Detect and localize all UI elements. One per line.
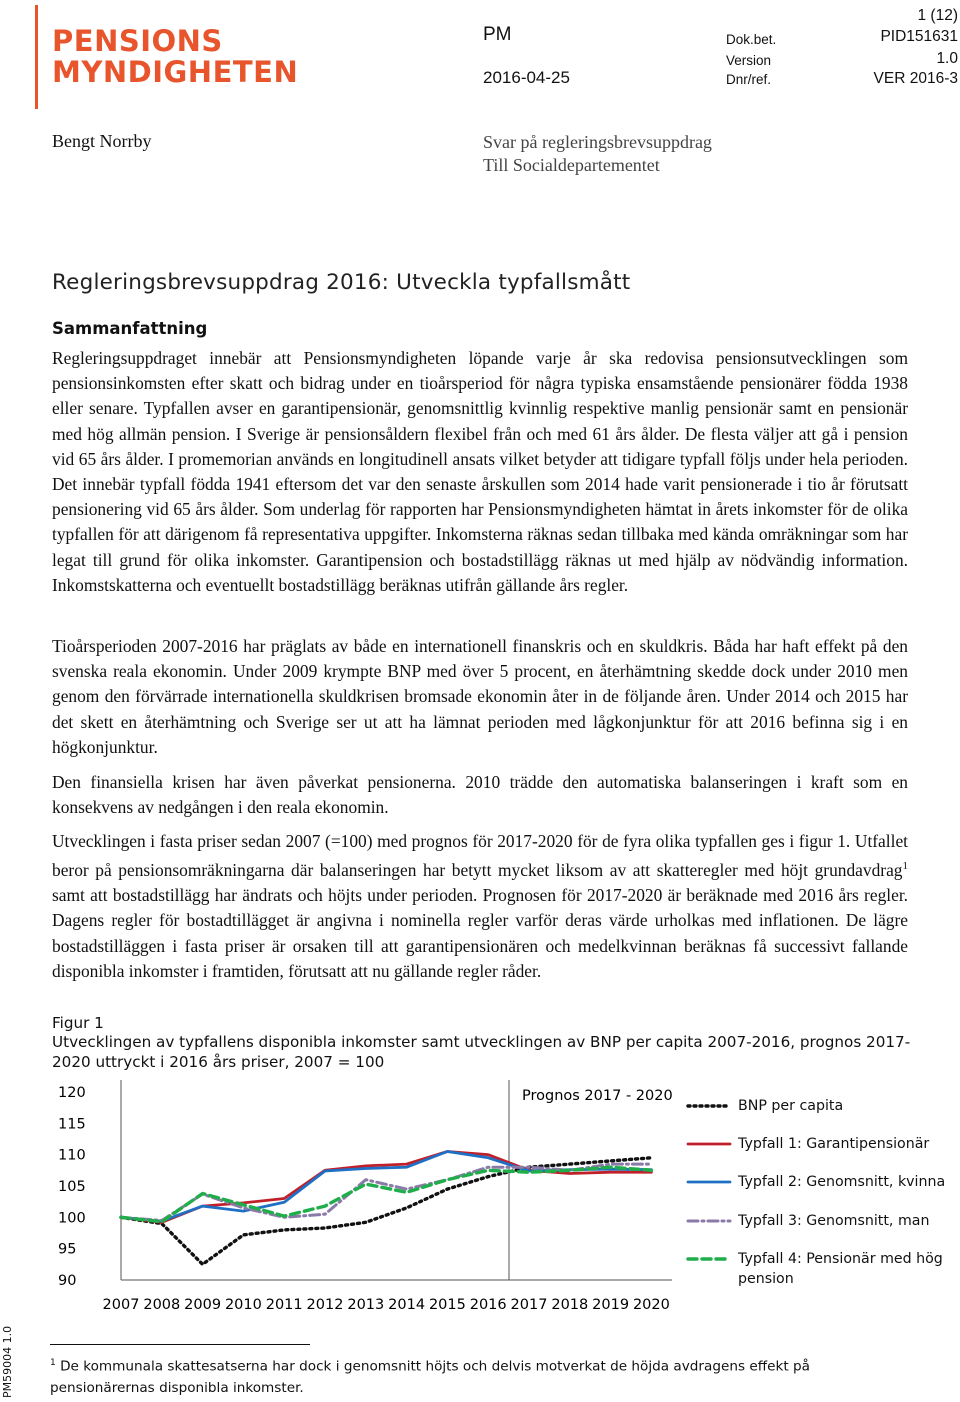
y-tick-label: 110 [58,1147,86,1164]
legend-label-typfall-1: Typfall 1: Garantipensionär [738,1136,930,1152]
x-tick-label: 2018 [551,1297,589,1313]
logo [52,26,298,88]
paragraph-2: Tioårsperioden 2007-2016 har präglats av både en internationell finanskris och en skuldkris. Båda har haft effekt på den svenska reala ekonomin. Under 2009 krympte BNP med över 5 procent, en återhämtning skedde dock under 2010 men genom den förvärrade internationella skuldkrisen bromsade ekonomin åter in de följande åren. Under 2014 och 2015 har det skett en återhämtning och Sverige ser ut att ha lämnat perioden med lågkonjunktur för att 2016 befinna sig i en högkonjunktur. [52,636,908,757]
logo-accent-bar [35,5,38,109]
legend-swatches [688,1106,730,1259]
page-number: 1 (12) [917,7,958,24]
x-tick-labels [103,1297,670,1313]
recipient-line-2: Till Socialdepartementet [483,155,660,175]
x-tick-label: 2013 [347,1297,385,1313]
y-tick-label: 115 [58,1116,86,1133]
recipient-line-1: Svar på regleringsbrevsuppdrag [483,132,712,152]
paragraph-1: Regleringsuppdraget innebär att Pensionsmyndigheten löpande varje år ska redovisa pensionsutvecklingen som pensionsinkomsten efter skatt och bidrag under en tioårsperiod för några typiska ensamstående pensionärer födda 1938 eller senare. Typfallen avser en garantipensionär, genomsnittlig kvinnlig respektive manlig pensionär samt en pensionär med hög allmän pension. I Sverige är pensionsåldern flexibel från och med 61 års ålder. De flesta väljer att gå i pension vid 65 års ålder. I promemorian används en longitudinell ansats vilket betyder att tidigare typfall följs under hela perioden. Det innebär typfall födda 1941 eftersom det var den senaste årskullen som 2014 hade varit pensionerade i tio år förutsatt pensionering vid 65 års ålder. Som underlag för rapporten har Pensionsmyndigheten hämtat in årets inkomster för de olika typfallen för att därigenom få representativa uppgifter. Inkomsterna räknas sedan tillbaka med kända omräkningar som har legat till grund för olika inkomster. Garantipension och bostadstillägg räknas ut med hjälp av nödvändig information. Inkomstskatterna och eventuellt bostadstillägg beräknas utifrån gällande års regler. [52,348,908,595]
footnote-mark: 1 [50,1358,56,1368]
y-tick-labels [58,1085,86,1289]
x-tick-label: 2011 [265,1297,303,1313]
logo-line-2: MYNDIGHETEN [52,55,299,89]
dnr-label: Dnr/ref. [726,72,772,87]
x-tick-label: 2015 [428,1297,466,1313]
page-title: Regleringsbrevsuppdrag 2016: Utveckla typfallsmått [52,270,631,295]
legend-label-bnp: BNP per capita [738,1098,844,1114]
figure-caption: Utvecklingen av typfallens disponibla inkomster samt utvecklingen av BNP per capita 2007-2016, prognos 2017-2020 uttryckt i 2016 års priser, 2007 = 100 [52,1033,911,1071]
logo-line-1: PENSIONS [52,24,223,58]
doc-date: 2016-04-25 [483,68,570,87]
footnote-ref[interactable]: 1 [902,860,908,873]
side-label: PM59004 1.0 [1,1325,14,1398]
recipient [483,131,712,177]
y-tick-label: 90 [58,1273,77,1289]
author: Bengt Norrby [52,131,152,151]
legend-label-typfall-2: Typfall 2: Genomsnitt, kvinna [738,1174,946,1190]
prognos-annotation: Prognos 2017 - 2020 [522,1088,673,1104]
series-lines [121,1152,651,1265]
x-tick-label: 2019 [592,1297,630,1313]
x-tick-label: 2016 [469,1297,507,1313]
x-tick-label: 2017 [510,1297,548,1313]
figure-label: Figur 1 [52,1014,104,1032]
y-tick-label: 95 [58,1241,77,1258]
version-value: 1.0 [936,50,958,67]
y-tick-label: 100 [58,1210,86,1227]
y-tick-label: 120 [58,1085,86,1101]
pid-value: PID151631 [880,28,958,45]
footnote-text: De kommunala skattesatserna har dock i genomsnitt höjts och delvis motverkat de höjda avdragens effekt på pensionärernas disponibla inkomster. [50,1358,810,1396]
x-tick-label: 2012 [306,1297,344,1313]
footnote [50,1353,910,1399]
x-tick-label: 2008 [143,1297,181,1313]
x-tick-label: 2007 [102,1297,140,1313]
x-tick-label: 2020 [632,1297,670,1313]
x-tick-label: 2010 [224,1297,262,1313]
paragraph-3: Den finansiella krisen har även påverkat pensionerna. 2010 trädde den automatiska balanseringen i kraft som en konsekvens av nedgången i den reala ekonomin. [52,772,908,818]
paragraph-4-part-a: Utvecklingen i fasta priser sedan 2007 (=100) med prognos för 2017-2020 för de fyra olika typfallen ges i figur 1. Utfallet beror på pensionsomräkningarna där balanseringen har betytt mycket liksom av att skatteregler med höjt grundavdrag [52,831,908,880]
version-label: Version [726,53,772,68]
doc-type: PM [483,24,512,45]
dnr-value: VER 2016-3 [873,70,958,87]
x-tick-label: 2009 [184,1297,222,1313]
series-line [121,1152,651,1222]
legend-label-typfall-3: Typfall 3: Genomsnitt, man [738,1213,930,1229]
legend-label-typfall-4: Typfall 4: Pensionär med hög pension [738,1251,943,1287]
dokbet-label: Dok.bet. [726,32,777,47]
y-tick-label: 105 [58,1179,86,1195]
paragraph-4 [52,829,908,984]
footnote-divider [50,1344,310,1345]
section-heading: Sammanfattning [52,319,208,338]
x-tick-label: 2014 [388,1297,426,1313]
paragraph-4-part-b: samt att bostadstillägg har ändrats och höjts under perioden. Prognosen för 2017-2020 är beräknade med 2016 års regler. Dagens regler för bostadtillägget är angivna i nominella regler varför deras värde urholkas med inflationen. De lägre bostadstilläggen i fasta priser är orsaken till att garantipensionären och medelkvinnan beräknas få successivt fallande disponibla inkomster i framtiden, förutsatt att nu gällande regler råder. [52,885,908,981]
